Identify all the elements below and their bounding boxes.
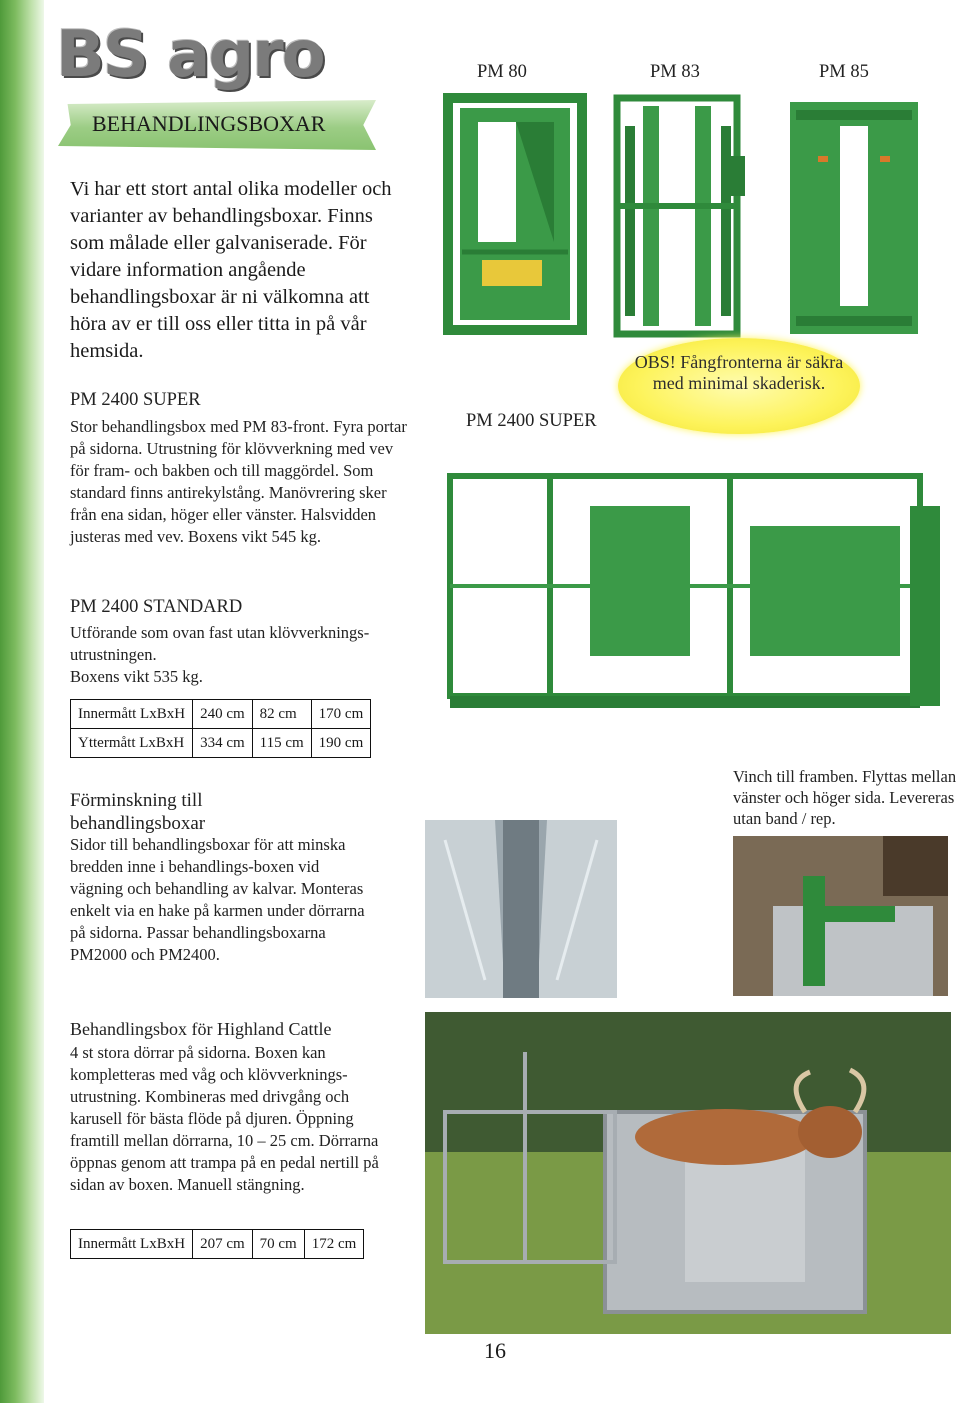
pm2400-photo-caption: PM 2400 SUPER bbox=[466, 411, 597, 431]
pm83-front-photo bbox=[603, 86, 753, 346]
winch-text: Vinch till framben. Flyttas mellan vänster och höger sida. Levereras utan band / rep. bbox=[733, 767, 957, 828]
table-cell: 240 cm bbox=[193, 700, 253, 729]
table-cell: 170 cm bbox=[311, 700, 371, 729]
reducers-heading bbox=[70, 789, 205, 835]
pm2400-standard-text: Utförande som ovan fast utan klövverknings-utrustningen. bbox=[70, 623, 370, 664]
reducers-heading-line1: Förminskning till bbox=[70, 790, 203, 811]
table-cell: Yttermått LxBxH bbox=[71, 729, 193, 758]
front-label-pm83: PM 83 bbox=[650, 62, 700, 82]
table-cell: Innermått LxBxH bbox=[71, 1230, 193, 1259]
pm2400-super-box-photo bbox=[430, 446, 950, 726]
brand-logo: BS agro bbox=[56, 18, 324, 92]
highland-cattle-photo bbox=[425, 1012, 951, 1334]
pm2400-standard-heading: PM 2400 STANDARD bbox=[70, 597, 243, 617]
highland-text: 4 st stora dörrar på sidorna. Boxen kan kompletteras med våg och klövverknings-utrustning. Kombineras med drivgång och karusell för bästa flöde på djuren. Öppning framtill mellan dörrarna, 10 – 25 cm. Dörrarna öppnas genom att trampa på en pedal nertill på sidan av boxen. Manuell stängning. bbox=[70, 1043, 379, 1194]
table-cell: 70 cm bbox=[252, 1230, 304, 1259]
reducer-panels-photo bbox=[425, 820, 617, 998]
table-cell: 115 cm bbox=[252, 729, 311, 758]
table-row bbox=[71, 1230, 364, 1259]
spec-table-highland bbox=[70, 1229, 364, 1259]
table-cell: 334 cm bbox=[193, 729, 253, 758]
reducers-text: Sidor till behandlingsboxar för att minska bredden inne i behandlings-boxen vid vägning och behandling av kalvar. Monteras enkelt via en hake på karmen under dörrarna på sidorna. Passar behandlingsboxarna PM2000 och PM2400. bbox=[70, 835, 365, 964]
front-label-pm85: PM 85 bbox=[819, 62, 869, 82]
pm80-front-photo bbox=[442, 92, 588, 337]
spec-table-dimensions bbox=[70, 699, 371, 758]
pm85-front-photo bbox=[784, 96, 924, 341]
table-cell: Innermått LxBxH bbox=[71, 700, 193, 729]
obs-callout: OBS! Fångfronterna är säkra med minimal skaderisk. bbox=[618, 338, 860, 434]
page-number: 16 bbox=[484, 1338, 506, 1363]
table-row bbox=[71, 729, 371, 758]
table-row bbox=[71, 700, 371, 729]
page-side-stripe bbox=[0, 0, 44, 1403]
table-cell: 172 cm bbox=[304, 1230, 364, 1259]
section-title: BEHANDLINGSBOXAR bbox=[92, 111, 326, 136]
highland-heading: Behandlingsbox för Highland Cattle bbox=[70, 1019, 332, 1039]
reducers-heading-line2: behandlingsboxar bbox=[70, 813, 206, 834]
front-label-pm80: PM 80 bbox=[477, 62, 527, 82]
intro-paragraph: Vi har ett stort antal olika modeller och varianter av behandlingsboxar. Finns som målade eller galvaniserade. För vidare information angående behandlingsboxar är ni välkomna att höra av er till oss eller titta in på vår hemsida. bbox=[70, 178, 392, 362]
pm2400-standard-weight: Boxens vikt 535 kg. bbox=[70, 667, 203, 686]
table-cell: 82 cm bbox=[252, 700, 311, 729]
table-cell: 190 cm bbox=[311, 729, 371, 758]
pm2400-super-heading: PM 2400 SUPER bbox=[70, 390, 201, 410]
winch-photo bbox=[733, 836, 948, 996]
table-cell: 207 cm bbox=[193, 1230, 253, 1259]
pm2400-super-text: Stor behandlingsbox med PM 83-front. Fyra portar på sidorna. Utrustning för klövverkning med vev för fram- och bakben och till maggördel. Som standard finns antirekylstång. Manövrering sker från ena sidan, höger eller vänster. Halsvidden justeras med vev. Boxens vikt 545 kg. bbox=[70, 417, 407, 546]
